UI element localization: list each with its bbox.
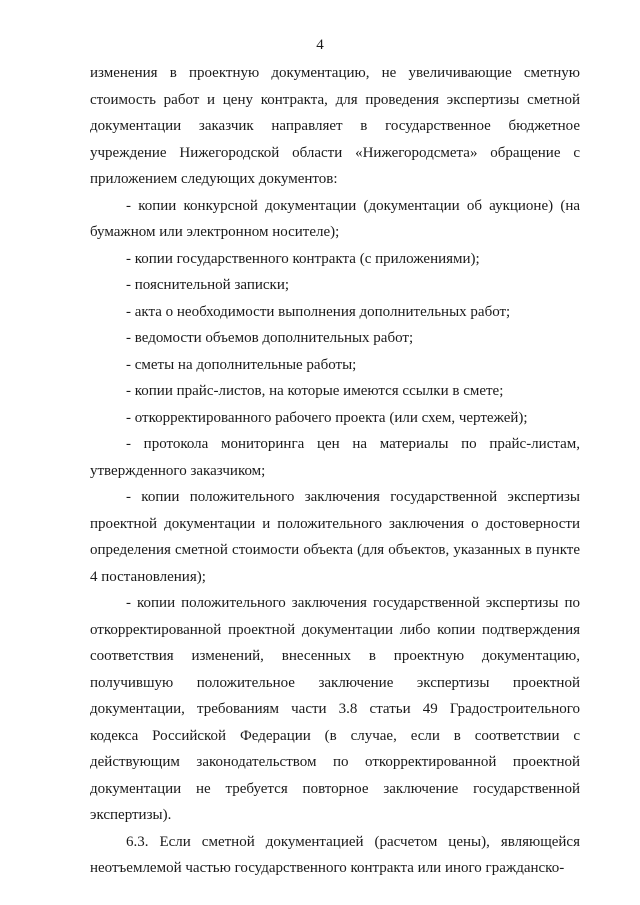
- list-item-state-contract: - копии государственного контракта (с приложениями);: [126, 250, 480, 267]
- list-item-corrected-conclusion: - копии положительного заключения государственной экспертизы по откорректированной проектной документации либо копии подтверждения соответствия изменений, внесенных в проектную документацию, получившую положительное заключение экспертизы проектной документации, требованиям части 3.8 статьи 49 Градостроительного кодекса Российской Федерации (в случае, если в соответствии с действующим законодательством по откорректированной проектной документации не требуется повторное заключение государственной экспертизы).: [90, 595, 580, 823]
- list-item-additional-works-act: - акта о необходимости выполнения дополнительных работ;: [126, 303, 511, 320]
- page-number: 4: [316, 37, 324, 53]
- list-item-tender-docs: - копии конкурсной документации (документации об аукционе) (на бумажном или электронном носителе);: [90, 197, 580, 240]
- list-item-work-volume-sheet: - ведомости объемов дополнительных работ;: [126, 330, 414, 346]
- document-body: [90, 60, 580, 882]
- paragraph-intro: изменения в проектную документацию, не увеличивающие сметную стоимость работ и цену контракта, для проведения экспертизы сметной документации заказчик направляет в государственное бюджетное учреждение Нижегородской области «Нижегородсмета» обращение с приложением следующих документов:: [90, 65, 580, 187]
- list-item-price-monitoring-protocol: - протокола мониторинга цен на материалы по прайс-листам, утвержденного заказчиком;: [90, 436, 580, 479]
- paragraph-6-3: 6.3. Если сметной документацией (расчетом цены), являющейся неотъемлемой частью государственного контракта или иного гражданско-: [90, 833, 580, 876]
- list-item-explanatory-note: - пояснительной записки;: [126, 277, 290, 293]
- list-item-estimates: - сметы на дополнительные работы;: [126, 356, 357, 373]
- list-item-positive-conclusion: - копии положительного заключения государственной экспертизы проектной документации и положительного заключения о достоверности определения сметной стоимости объекта (для объектов, указанных в пункте 4 постановления);: [90, 489, 580, 585]
- list-item-corrected-project: - откорректированного рабочего проекта (или схем, чертежей);: [126, 409, 528, 426]
- list-item-price-lists: - копии прайс-листов, на которые имеются ссылки в смете;: [126, 383, 504, 399]
